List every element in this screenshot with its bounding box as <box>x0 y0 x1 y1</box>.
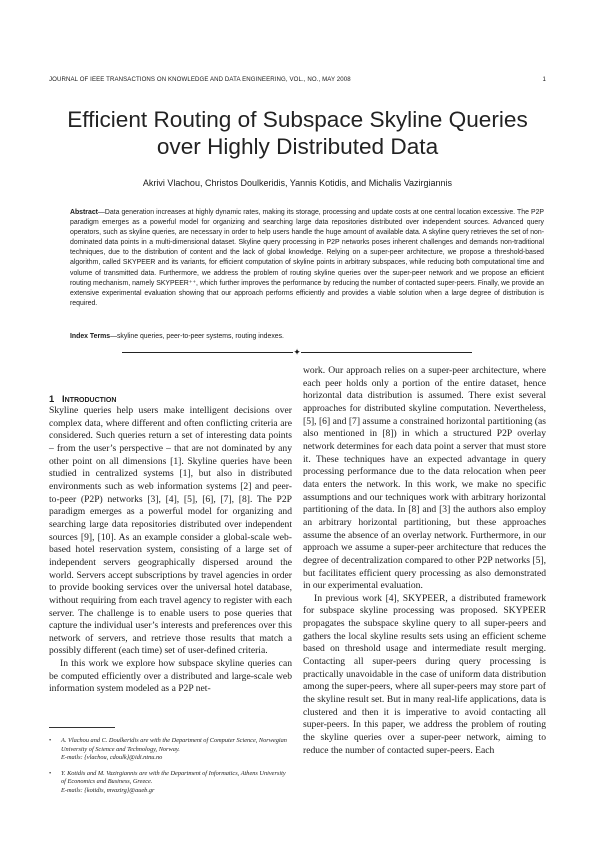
divider-ornament-icon: ✦ <box>293 347 301 357</box>
title-line-1: Efficient Routing of Subspace Skyline Queries <box>67 107 528 132</box>
footnote-item <box>49 737 292 763</box>
footnote-email: E-mails: {vlachou, cdoulk}@idi.ntnu.no <box>61 754 163 762</box>
body-paragraph: In previous work [4], SKYPEER, a distributed framework for subspace skyline processing was proposed. SKYPEER propagates the subspace skyline query to all super-peers and gathers the local skyline results sets using an efficient scheme based on threshold usage and intermediate result merging. Contacting all super-peers during query processing is practically unavoidable in the case of uniform data distribution among the super-peers, where all super-peers may store part of the skyline result set. But in many real-life applications, data is clustered and then it is imperative to avoid contacting all super-peers. In this paper, we address the problem of routing the skyline queries over a super-peer network, aiming to reduce the number of contacted super-peers. Each <box>303 592 546 756</box>
abstract-text: —Data generation increases at highly dynamic rates, making its storage, processing and update costs at one central location excessive. The P2P paradigm emerges as a powerful model for organizing and searching large data repositories distributed over independent sources. Advanced query operators, such as skyline queries, are necessary in order to help users handle the huge amount of available data. A skyline query retrieves the set of non-dominated data points in a multi-dimensional dataset. Skyline query processing in P2P networks poses inherent challenges and demands non-traditional techniques, due to the distribution of content and the lack of global knowledge. Relying on a super-peer architecture, we propose a threshold-based algorithm, called SKYPEER and its variants, for efficient computation of skyline points in arbitrary subspaces, while reducing both computational time and volume of transmitted data. Furthermore, we address the problem of routing skyline queries over the super-peer network and we propose an efficient routing mechanism, namely SKYPEER⁺⁺, which further improves the performance by reducing the number of contacted super-peers. Finally, we provide an extensive experimental evaluation showing that our approach performs efficiently and provides a viable solution when a large degree of distribution is required. <box>70 209 544 307</box>
footnote-affiliation: A. Vlachou and C. Doulkeridis are with the Department of Computer Science, Norwegian University of Science and Technology, Norway. <box>61 737 287 753</box>
index-terms <box>70 333 544 340</box>
index-terms-label: Index Terms <box>70 333 111 340</box>
running-header <box>49 76 546 83</box>
footnotes <box>49 737 292 803</box>
index-terms-text: —skyline queries, peer-to-peer systems, routing indexes. <box>110 333 284 340</box>
left-column <box>49 405 292 696</box>
right-column <box>303 365 546 757</box>
footnote-email: E-mails: {kotidis, mvazirg}@aueb.gr <box>61 786 155 794</box>
abstract <box>70 208 544 309</box>
body-paragraph: work. Our approach relies on a super-peer architecture, where each peer holds only a portion of the entire dataset, hence horizontal data distribution is assumed. There exist several approaches for distributed skyline computation. Nevertheless, [5], [6] and [7] assume a constrained horizontal partitioning (as also mentioned in [8]) in which a structured P2P overlay network determines for each data point a server that must store it. These techniques have an expected advantage in query processing performance due to the data relocation when peer data enters the network. In this work, we make no specific assumptions and our techniques work with arbitrary horizontal partitioning of the data. In [8] and [3] the authors also employ an arbitrary horizontal partitioning, but these approaches assume the absence of an overlay network. Furthermore, in our approach we assume a super-peer architecture that reduces the degree of decentralization compared to other P2P networks [5], but facilitates efficient query processing as also demonstrated in our experimental evaluation. <box>303 365 546 592</box>
body-paragraph: Skyline queries help users make intelligent decisions over complex data, where different and often conflicting criteria are considered. Such queries return a set of interesting data points – from the user’s perspective – that are not dominated by any other point on all dimensions [1]. Skyline queries have been studied in centralized systems [1], but also in distributed environments such as web information systems [2] and peer-to-peer (P2P) networks [3], [4], [5], [6], [7], [8]. The P2P paradigm emerges as a powerful model for organizing and searching large data repositories distributed over independent sources [9], [10]. As an example consider a global-scale web-based hotel reservation system, consisting of a large set of independent servers geographically dispersed around the world. Servers accept subscriptions by travel agencies in order to provide booking services over the universal hotel database, without requiring from each travel agency to register with each server. The challenge is to enable users to pose queries that capture the individual user’s interests and preferences over this network of servers, and retrieve those results that match a possibly different (each time) set of user-defined criteria. <box>49 405 292 657</box>
journal-name: JOURNAL OF IEEE TRANSACTIONS ON KNOWLEDGE AND DATA ENGINEERING, VOL., NO., MAY 2008 <box>49 76 351 83</box>
page-number: 1 <box>542 76 546 83</box>
bullet-icon: • <box>49 737 52 744</box>
footnote-affiliation: Y. Kotidis and M. Vazirgiannis are with the Department of Informatics, Athens University of Economics and Business, Greece. <box>61 769 286 786</box>
bullet-icon: • <box>49 769 52 777</box>
section-number: 1 <box>49 393 55 404</box>
footnote-rule <box>49 727 115 728</box>
body-paragraph: In this work we explore how subspace skyline queries can be computed efficiently over a distributed and large-scale web information system modeled as a P2P net- <box>49 658 292 695</box>
section-title: Introduction <box>62 393 117 404</box>
author-list: Akrivi Vlachou, Christos Doulkeridis, Yannis Kotidis, and Michalis Vazirgiannis <box>142 178 453 188</box>
footnote-item <box>49 770 292 796</box>
title-line-2: over Highly Distributed Data <box>156 134 439 159</box>
paper-title <box>40 106 555 160</box>
abstract-label: Abstract <box>70 209 98 216</box>
section-heading <box>49 393 116 404</box>
